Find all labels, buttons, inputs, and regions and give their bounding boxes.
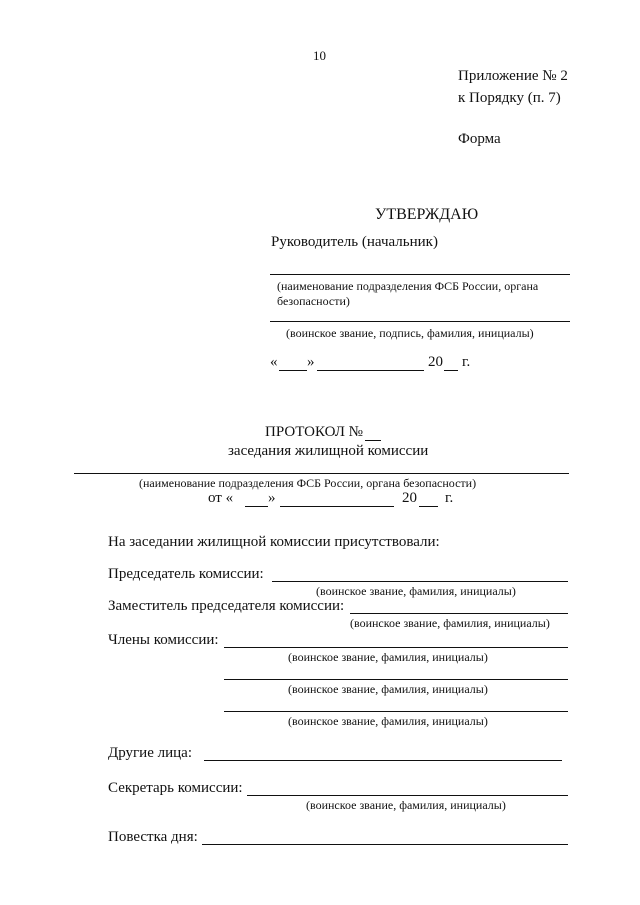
protocol-year-line — [419, 506, 438, 507]
protocol-number-line — [365, 440, 381, 441]
approval-date-year: 20 — [428, 354, 443, 370]
member-line-1 — [224, 647, 568, 648]
unit-name-line — [270, 274, 570, 275]
member-hint-2: (воинское звание, фамилия, инициалы) — [288, 682, 488, 696]
approval-date-mid: » — [307, 354, 315, 370]
approval-signer-hint: (воинское звание, подпись, фамилия, инициалы) — [286, 326, 534, 340]
others-label: Другие лица: — [108, 745, 192, 761]
secretary-line — [247, 795, 568, 796]
protocol-day-line — [245, 506, 268, 507]
approval-title: УТВЕРЖДАЮ — [375, 206, 479, 223]
protocol-date-suffix: г. — [445, 490, 454, 506]
member-hint-3: (воинское звание, фамилия, инициалы) — [288, 714, 488, 728]
protocol-date-year: 20 — [402, 490, 417, 506]
approval-head: Руководитель (начальник) — [271, 234, 438, 250]
members-label: Члены комиссии: — [108, 632, 219, 648]
agenda-label: Повестка дня: — [108, 829, 198, 845]
form-label: Форма — [458, 131, 501, 147]
attendees-heading: На заседании жилищной комиссии присутствовали: — [108, 534, 440, 550]
page-number: 10 — [313, 48, 326, 63]
member-line-2 — [224, 679, 568, 680]
approval-day-line — [279, 370, 307, 371]
chair-line — [272, 581, 568, 582]
agenda-line — [202, 844, 568, 845]
protocol-unit-line — [74, 473, 569, 474]
approval-date-open: « — [270, 354, 278, 370]
approval-year-line — [444, 370, 458, 371]
chair-label: Председатель комиссии: — [108, 566, 264, 582]
approval-unit-hint: (наименование подразделения ФСБ России, органа безопасности) — [277, 279, 539, 308]
member-line-3 — [224, 711, 568, 712]
approval-date-suffix: г. — [462, 354, 471, 370]
chair-hint: (воинское звание, фамилия, инициалы) — [316, 584, 516, 598]
deputy-line — [350, 613, 568, 614]
member-hint-1: (воинское звание, фамилия, инициалы) — [288, 650, 488, 664]
secretary-hint: (воинское звание, фамилия, инициалы) — [306, 798, 506, 812]
approval-month-line — [317, 370, 424, 371]
order-reference: к Порядку (п. 7) — [458, 90, 561, 106]
others-line — [204, 760, 562, 761]
deputy-hint: (воинское звание, фамилия, инициалы) — [350, 616, 550, 630]
protocol-subtitle: заседания жилищной комиссии — [228, 443, 429, 459]
protocol-date-mid: » — [268, 490, 276, 506]
appendix-label: Приложение № 2 — [458, 68, 568, 84]
secretary-label: Секретарь комиссии: — [108, 780, 243, 796]
protocol-date-from: от « — [208, 490, 234, 506]
signer-line — [270, 321, 570, 322]
protocol-unit-hint: (наименование подразделения ФСБ России, органа безопасности) — [139, 476, 477, 490]
protocol-month-line — [280, 506, 394, 507]
protocol-title: ПРОТОКОЛ № — [265, 424, 363, 440]
deputy-label: Заместитель председателя комиссии: — [108, 598, 345, 614]
